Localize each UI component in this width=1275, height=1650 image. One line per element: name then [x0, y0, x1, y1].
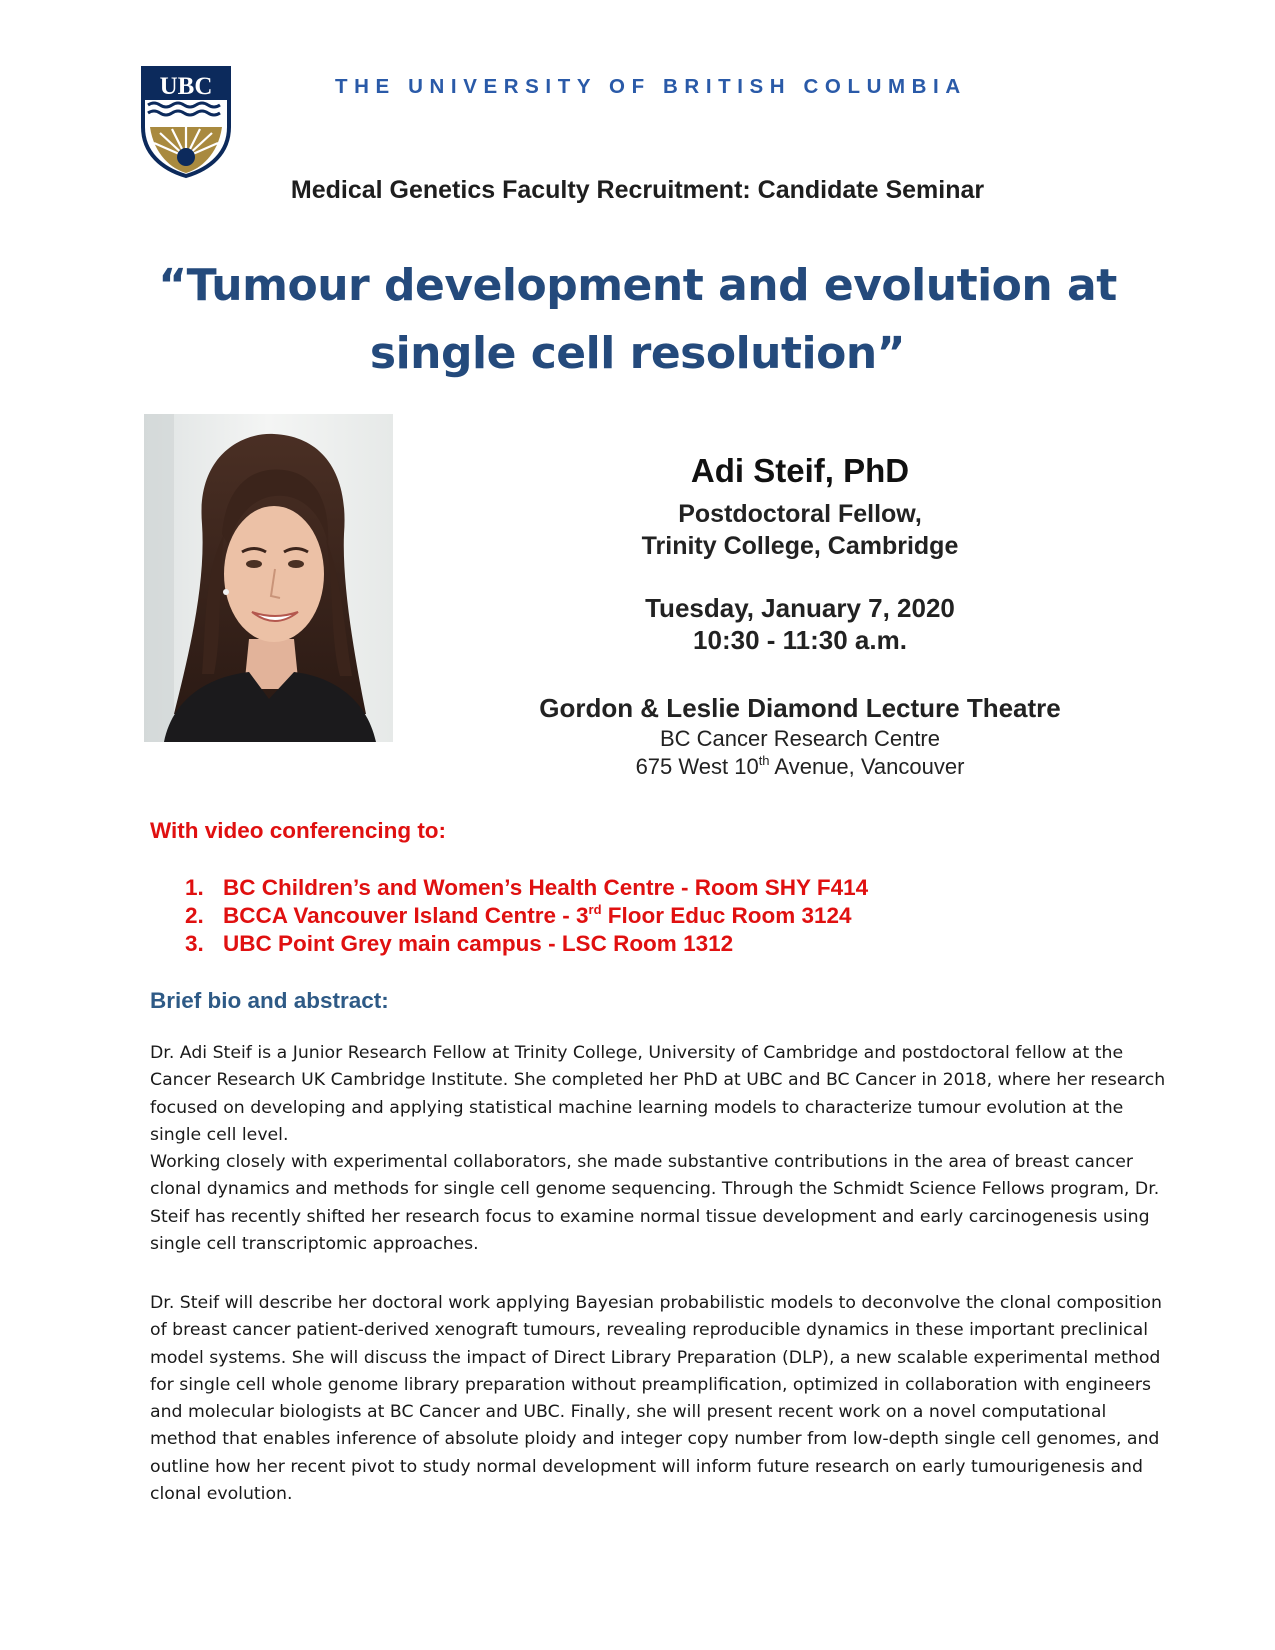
bio-paragraph: Working closely with experimental collaborators, she made substantive contributions in the area of breast cancer clonal dynamics and methods for single cell genome sequencing. Through the Schmidt Science Fellows program, Dr. Steif has recently shifted her research focus to examine normal tissue development and early carcinogenesis using single cell transcriptomic approaches.	[150, 1152, 1160, 1255]
venue-building: BC Cancer Research Centre	[659, 726, 940, 751]
speaker-name: Adi Steif, PhD	[690, 452, 910, 489]
bio-text	[150, 1040, 1170, 1258]
video-site: 2. BCCA Vancouver Island Centre - 3rd Floor Educ Room 3124	[185, 902, 852, 928]
seminar-time: 10:30 - 11:30 a.m.	[693, 625, 907, 655]
university-name: THE UNIVERSITY OF BRITISH COLUMBIA	[335, 75, 967, 98]
venue-address: 675 West 10th Avenue, Vancouver	[635, 753, 965, 779]
bio-paragraph: Dr. Adi Steif is a Junior Research Fellow at Trinity College, University of Cambridge and postdoctoral fellow at the Cancer Research UK Cambridge Institute. She completed her PhD at UBC and BC Cancer in 2018, where her research focused on developing and applying statistical machine learning models to characterize tumour evolution at the single cell level.	[150, 1043, 1166, 1145]
title-line-1: “Tumour development and evolution at	[158, 260, 1117, 311]
abstract-paragraph: Dr. Steif will describe her doctoral work applying Bayesian probabilistic models to deconvolve the clonal composition of breast cancer patient-derived xenograft tumours, revealing reproducible dynamics in these important preclinical model systems. She will discuss the impact of Direct Library Preparation (DLP), a new scalable experimental method for single cell whole genome library preparation without preamplification, optimized in collaboration with engineers and molecular biologists at BC Cancer and UBC. Finally, she will present recent work on a novel computational method that enables inference of absolute ploidy and integer copy number from low-depth single cell genomes, and outline how her recent pivot to study normal development will inform future research on early tumourigenesis and clonal evolution.	[150, 1293, 1162, 1505]
speaker-photo	[144, 414, 393, 742]
abstract-text	[150, 1290, 1170, 1508]
ubc-shield-icon	[140, 65, 232, 179]
seminar-date: Tuesday, January 7, 2020	[645, 593, 955, 623]
venue-name: Gordon & Leslie Diamond Lecture Theatre	[539, 693, 1061, 723]
speaker-position: Postdoctoral Fellow,	[678, 500, 922, 528]
logo-text: UBC	[159, 73, 213, 100]
bio-heading: Brief bio and abstract:	[150, 988, 389, 1013]
speaker-portrait-icon	[144, 414, 393, 742]
title-line-2: single cell resolution”	[369, 328, 906, 379]
event-type: Medical Genetics Faculty Recruitment: Candidate Seminar	[290, 176, 985, 204]
seminar-title	[0, 252, 1275, 388]
video-site: 3. UBC Point Grey main campus - LSC Room 1312	[185, 931, 734, 956]
video-sites-list	[185, 874, 868, 958]
video-site: 1. BC Children’s and Women’s Health Centre - Room SHY F414	[185, 875, 869, 900]
ubc-logo	[140, 65, 232, 179]
video-conferencing-heading: With video conferencing to:	[150, 818, 447, 843]
speaker-institution: Trinity College, Cambridge	[641, 532, 959, 560]
